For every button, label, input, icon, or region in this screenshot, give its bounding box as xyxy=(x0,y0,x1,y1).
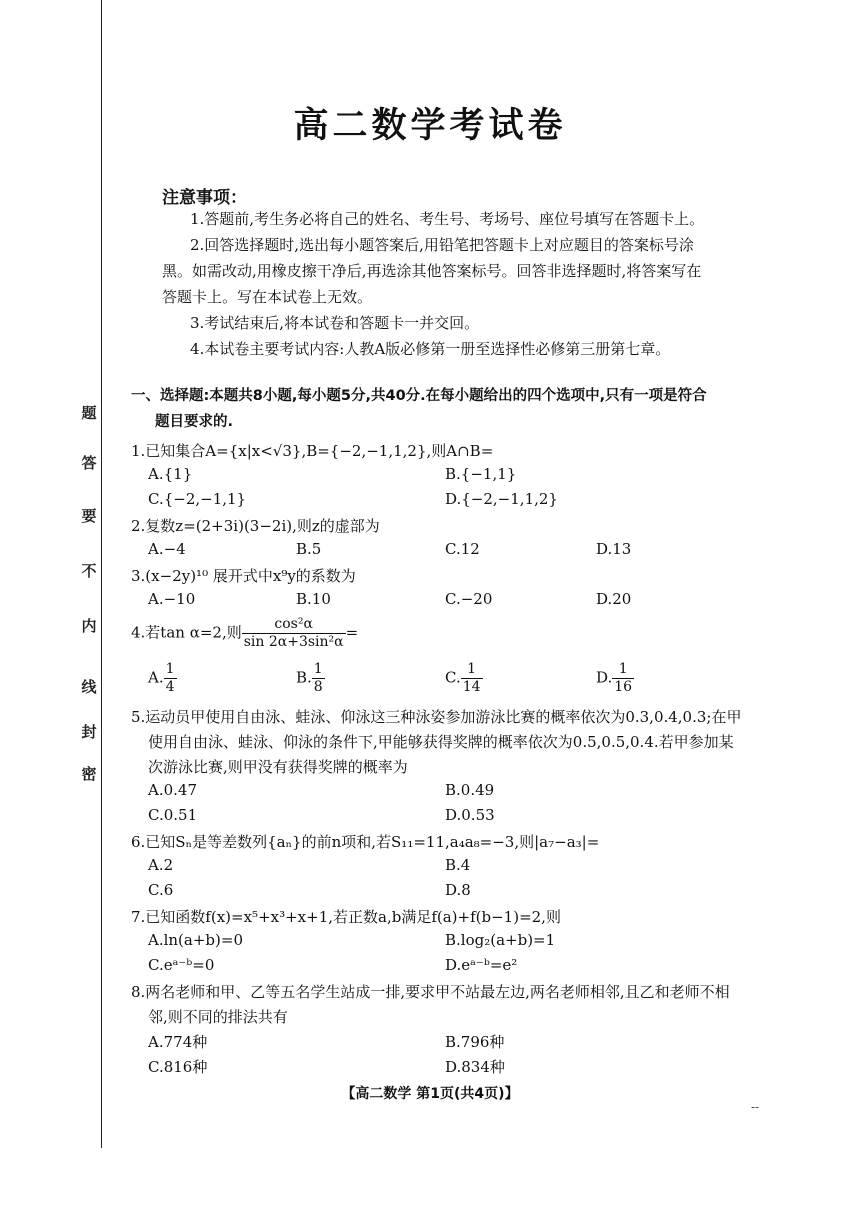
margin-char: 内 xyxy=(81,617,97,635)
q4-fraction xyxy=(242,616,346,651)
option-label: C. xyxy=(445,668,461,687)
question-3-stem: 3.(x−2y)¹⁰ 展开式中x⁹y的系数为 xyxy=(131,567,356,585)
q8-option-b: B.796种 xyxy=(445,1033,505,1051)
q1-option-a: A.{1} xyxy=(148,465,193,483)
option-label: D. xyxy=(596,668,613,687)
q3-option-c: C.−20 xyxy=(445,590,493,608)
option-label: A. xyxy=(148,668,164,687)
notice-line: 3.考试结束后,将本试卷和答题卡一并交回。 xyxy=(190,314,480,332)
q2-option-b: B.5 xyxy=(296,540,322,558)
section-heading: 一、选择题:本题共8小题,每小题5分,共40分.在每小题给出的四个选项中,只有一项是符合 xyxy=(131,388,707,404)
margin-char: 不 xyxy=(81,562,97,580)
q4-option-c xyxy=(445,661,483,696)
question-6-stem: 6.已知Sₙ是等差数列{aₙ}的前n项和,若S₁₁=11,a₄a₈=−3,则|a₇−a₃|= xyxy=(131,833,600,851)
q1-option-b: B.{−1,1} xyxy=(445,465,517,483)
q4-stem-prefix: 4.若tan α=2,则 xyxy=(131,623,242,642)
q2-option-d: D.13 xyxy=(596,540,632,558)
q5-option-b: B.0.49 xyxy=(445,781,495,799)
fraction-numerator: 1 xyxy=(461,661,483,679)
binding-margin-line xyxy=(101,0,102,1148)
question-5-stem-cont: 次游泳比赛,则甲没有获得奖牌的概率为 xyxy=(148,758,408,776)
q3-option-b: B.10 xyxy=(296,590,331,608)
notice-line: 黑。如需改动,用橡皮擦干净后,再选涂其他答案标号。回答非选择题时,将答案写在 xyxy=(162,262,702,280)
q6-option-c: C.6 xyxy=(148,881,174,899)
q8-option-a: A.774种 xyxy=(148,1033,208,1051)
q6-option-a: A.2 xyxy=(148,856,174,874)
q4-option-b xyxy=(296,661,325,696)
q5-option-a: A.0.47 xyxy=(148,781,197,799)
q5-option-d: D.0.53 xyxy=(445,806,495,824)
question-5-stem-cont: 使用自由泳、蛙泳、仰泳的条件下,甲能够获得奖牌的概率依次为0.5,0.5,0.4.若甲参加某 xyxy=(148,733,734,751)
fraction-denominator: 16 xyxy=(614,679,633,695)
fraction-numerator: 1 xyxy=(313,661,323,677)
question-4-stem xyxy=(131,616,358,651)
option-fraction xyxy=(312,661,325,696)
question-2-stem: 2.复数z=(2+3i)(3−2i),则z的虚部为 xyxy=(131,517,380,535)
q4-fraction-numerator: cos²α xyxy=(242,616,346,634)
q4-option-d xyxy=(596,661,634,696)
q7-option-a: A.ln(a+b)=0 xyxy=(148,931,243,949)
question-8-stem-cont: 邻,则不同的排法共有 xyxy=(148,1008,288,1026)
margin-char: 封 xyxy=(81,723,97,741)
q7-option-d: D.eᵃ⁻ᵇ=e² xyxy=(445,956,518,974)
margin-char: 题 xyxy=(81,404,97,422)
q4-option-a xyxy=(148,661,177,696)
q6-option-b: B.4 xyxy=(445,856,471,874)
option-fraction xyxy=(164,661,177,696)
margin-char: 要 xyxy=(81,507,97,525)
section-heading-cont: 题目要求的. xyxy=(155,414,234,430)
q8-option-d: D.834种 xyxy=(445,1058,505,1076)
footer-mark: -- xyxy=(751,1100,760,1114)
fraction-denominator: 8 xyxy=(313,679,323,695)
q4-fraction-denominator: sin 2α+3sin²α xyxy=(243,634,344,650)
q5-option-c: C.0.51 xyxy=(148,806,198,824)
notice-heading: 注意事项： xyxy=(162,188,247,208)
margin-char: 线 xyxy=(81,678,97,696)
q7-option-c: C.eᵃ⁻ᵇ=0 xyxy=(148,956,215,974)
notice-line: 答题卡上。写在本试卷上无效。 xyxy=(162,288,373,306)
fraction-numerator: 1 xyxy=(612,661,634,679)
notice-line: 1.答题前,考生务必将自己的姓名、考生号、考场号、座位号填写在答题卡上。 xyxy=(190,210,705,228)
fraction-numerator: 1 xyxy=(165,661,175,677)
question-7-stem: 7.已知函数f(x)=x⁵+x³+x+1,若正数a,b满足f(a)+f(b−1)=2,则 xyxy=(131,908,561,926)
margin-char: 答 xyxy=(81,454,97,472)
q3-option-d: D.20 xyxy=(596,590,632,608)
q2-option-a: A.−4 xyxy=(148,540,186,558)
option-fraction xyxy=(461,661,483,696)
option-label: B. xyxy=(296,668,312,687)
q6-option-d: D.8 xyxy=(445,881,471,899)
q8-option-c: C.816种 xyxy=(148,1058,208,1076)
q1-option-c: C.{−2,−1,1} xyxy=(148,490,247,508)
question-8-stem: 8.两名老师和甲、乙等五名学生站成一排,要求甲不站最左边,两名老师相邻,且乙和老师不相 xyxy=(131,983,730,1001)
page-title: 高二数学考试卷 xyxy=(293,106,567,146)
q3-option-a: A.−10 xyxy=(148,590,196,608)
q2-option-c: C.12 xyxy=(445,540,480,558)
question-5-stem: 5.运动员甲使用自由泳、蛙泳、仰泳这三种泳姿参加游泳比赛的概率依次为0.3,0.4,0.3;在甲 xyxy=(131,708,742,726)
option-fraction xyxy=(612,661,634,696)
page-footer: 【高二数学 第1页(共4页)】 xyxy=(341,1086,519,1102)
notice-line: 4.本试卷主要考试内容:人教A版必修第一册至选择性必修第三册第七章。 xyxy=(190,340,671,358)
q1-option-d: D.{−2,−1,1,2} xyxy=(445,490,558,508)
fraction-denominator: 14 xyxy=(462,679,481,695)
margin-char: 密 xyxy=(81,765,97,783)
q7-option-b: B.log₂(a+b)=1 xyxy=(445,931,556,949)
fraction-denominator: 4 xyxy=(165,679,175,695)
notice-line: 2.回答选择题时,选出每小题答案后,用铅笔把答题卡上对应题目的答案标号涂 xyxy=(190,236,694,254)
q4-stem-suffix: = xyxy=(345,623,359,642)
question-1-stem: 1.已知集合A={x|x<√3},B={−2,−1,1,2},则A∩B= xyxy=(131,442,494,460)
